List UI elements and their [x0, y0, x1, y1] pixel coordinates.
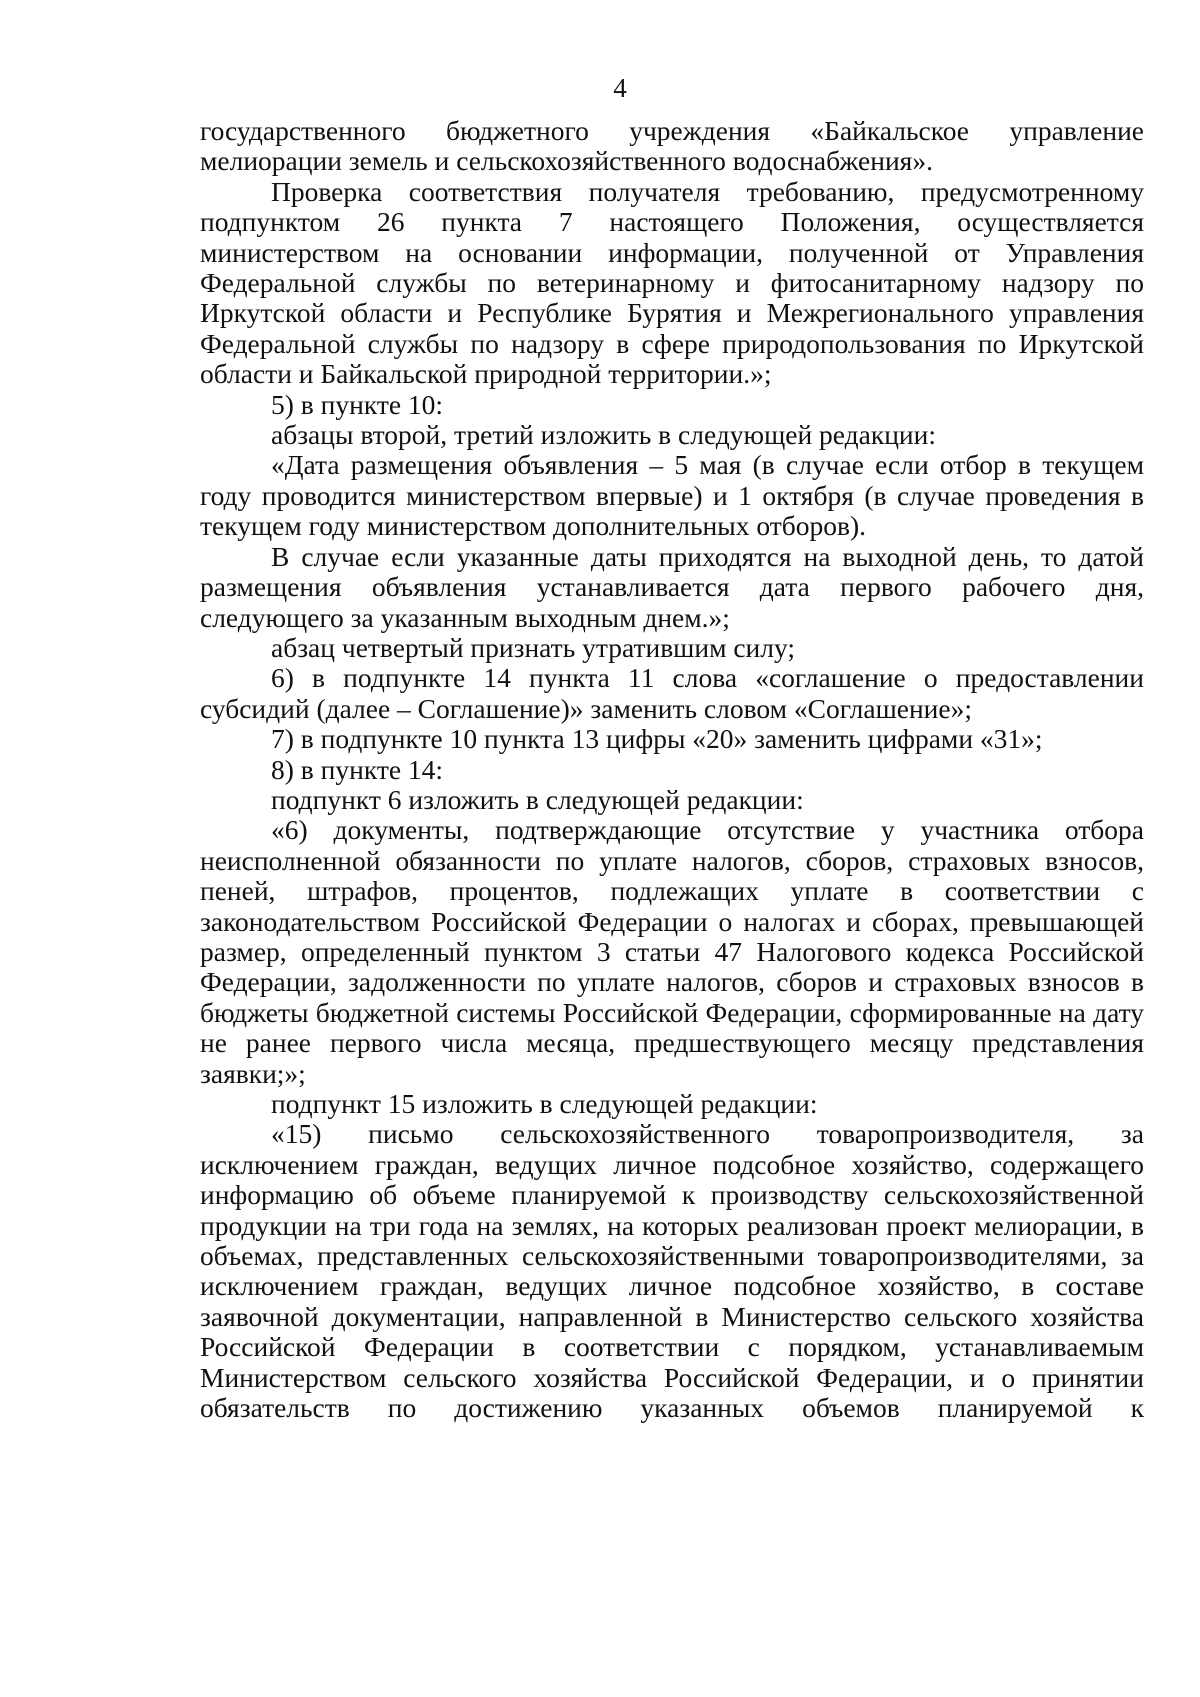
page-number: 4: [613, 73, 627, 103]
paragraph-item-6: 6) в подпункте 14 пункта 11 слова «соглашение о предоставлении субсидий (далее – Соглашение)» заменить словом «Соглашение»;: [200, 662, 1144, 724]
paragraph-date: «Дата размещения объявления – 5 мая (в случае если отбор в текущем году проводится министерством впервые) и 1 октября (в случае проведения в текущем году министерством дополнительных отборов).: [200, 449, 1144, 542]
document-body: [200, 116, 1144, 1423]
paragraph-abzacy: абзацы второй, третий изложить в следующей редакции:: [271, 419, 936, 451]
paragraph-weekend: В случае если указанные даты приходятся на выходной день, то датой размещения объявления устанавливается дата первого рабочего дня, следующего за указанным выходным днем.»;: [200, 540, 1144, 633]
paragraph-continuation: государственного бюджетного учреждения «Байкальское управление мелиорации земель и сельскохозяйственного водоснабжения».: [200, 115, 1144, 177]
paragraph-abzac-4: абзац четвертый признать утратившим силу;: [271, 631, 796, 663]
paragraph-subitem-6: «6) документы, подтверждающие отсутствие у участника отбора неисполненной обязанности по уплате налогов, сборов, страховых взносов, пеней, штрафов, процентов, подлежащих уплате в соответствии с законодательством Российской Федерации о налогах и сборах, превышающей размер, определенный пунктом 3 статьи 47 Налогового кодекса Российской Федерации, задолженности по уплате налогов, сборов и страховых взносов в бюджеты бюджетной системы Российской Федерации, сформированные на дату не ранее первого числа месяца, предшествующего месяцу представления заявки;»;: [200, 814, 1144, 1089]
paragraph-verification: Проверка соответствия получателя требованию, предусмотренному подпунктом 26 пункта 7 настоящего Положения, осуществляется министерством на основании информации, полученной от Управления Федеральной службы по ветеринарному и фитосанитарному надзору по Иркутской области и Республике Бурятия и Межрегионального управления Федеральной службы по надзору в сфере природопользования по Иркутской области и Байкальской природной территории.»;: [200, 175, 1144, 390]
paragraph-subitem-6-intro: подпункт 6 изложить в следующей редакции:: [271, 783, 804, 815]
paragraph-subitem-15-intro: подпункт 15 изложить в следующей редакции:: [271, 1088, 818, 1119]
paragraph-item-5: 5) в пункте 10:: [271, 388, 444, 420]
paragraph-item-7: 7) в подпункте 10 пункта 13 цифры «20» заменить цифрами «31»;: [271, 723, 1043, 755]
paragraph-subitem-15: «15) письмо сельскохозяйственного товаропроизводителя, за исключением граждан, ведущих личное подсобное хозяйство, содержащего информацию об объеме планируемой к производству сельскохозяйственной продукции на три года на землях, на которых реализован проект мелиорации, в объемах, представленных сельскохозяйственными товаропроизводителями, за исключением граждан, ведущих личное подсобное хозяйство, в составе заявочной документации, направленной в Министерство сельского хозяйства Российской Федерации в соответствии с порядком, устанавливаемым Министерством сельского хозяйства Российской Федерации, и о принятии обязательств по достижению указанных объемов планируемой к: [200, 1118, 1144, 1424]
paragraph-item-8: 8) в пункте 14:: [271, 753, 444, 785]
